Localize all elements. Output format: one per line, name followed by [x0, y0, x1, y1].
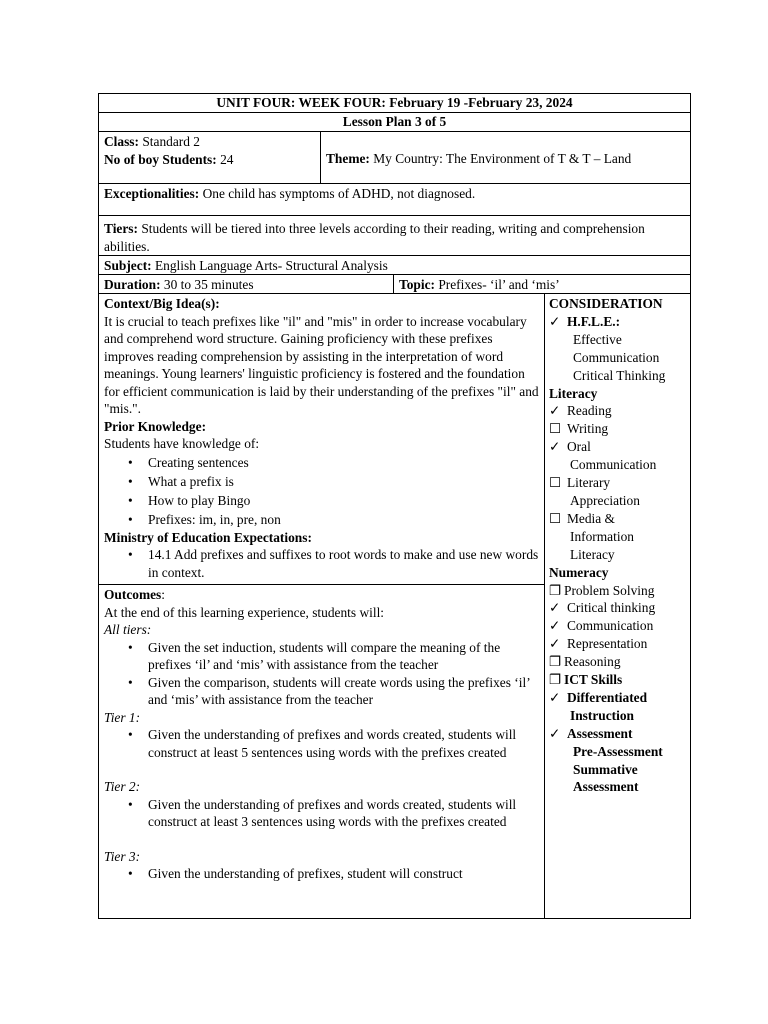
topic-label: Topic: [399, 277, 435, 292]
list-item: • Prefixes: im, in, pre, non [148, 510, 539, 529]
list-item: • Creating sentences [148, 453, 539, 472]
checkbox-icon: ❐ [549, 672, 562, 688]
checkbox-icon: ☐ [549, 421, 562, 437]
subject-value: English Language Arts- Structural Analysis [154, 258, 388, 273]
list-item: • Given the understanding of prefixes, student will construct [148, 865, 539, 883]
list-item: • What a prefix is [148, 472, 539, 491]
prior-knowledge-heading: Prior Knowledge: [104, 418, 207, 434]
exceptionalities-label: Exceptionalities: [104, 186, 200, 201]
context-heading: Context/Big Idea(s): [104, 296, 220, 311]
theme-value: My Country: The Environment of T & T – Land [373, 151, 632, 166]
context-text: It is crucial to teach prefixes like "il" and "mis" in order to increase vocabulary and comprehend word structure. Gaining proficiency with these prefixes improves reading comprehension by assisting in the interpretation of word meanings. Young learners' linguistic proficiency is fostered and the foundation for efficient communication is laid by their understanding of the prefixes "il" and "mis.". [104, 313, 539, 416]
consideration-column [545, 294, 690, 918]
media-label-3: Literacy [570, 546, 615, 562]
lesson-plan-number: Lesson Plan 3 of 5 [99, 113, 690, 132]
tiers-label: Tiers: [104, 221, 138, 236]
list-item: • Given the understanding of prefixes and words created, students will construct at least 3 sentences using words with the prefixes created [148, 796, 539, 831]
tier1-label: Tier 1: [104, 709, 141, 725]
left-column [99, 294, 545, 918]
writing-label: Writing [567, 421, 609, 437]
critical-thinking-label: Critical thinking [567, 600, 656, 616]
list-item: • Given the set induction, students will compare the meaning of the prefixes ‘il’ and ‘mis’ with assistance from the teacher [148, 639, 539, 674]
media-label-2: Information [570, 528, 634, 544]
class-cell [99, 132, 321, 183]
list-item: • Given the comparison, students will create words using the prefixes ‘il’ and ‘mis’ with assistance from the teacher [148, 674, 539, 709]
check-icon: ✓ [549, 313, 561, 329]
oral-label-2: Communication [570, 457, 657, 473]
outcomes-intro: At the end of this learning experience, students will: [104, 604, 385, 620]
summative-label-2: Assessment [573, 779, 639, 795]
hfle-item: Communication [573, 349, 660, 365]
tier1-list [104, 726, 539, 761]
topic-value: Prefixes- ‘il’ and ‘mis’ [438, 277, 560, 292]
check-icon: ✓ [549, 439, 561, 455]
assessment-label: Assessment [567, 725, 633, 741]
tier2-label: Tier 2: [104, 779, 141, 794]
duration-value: 30 to 35 minutes [163, 277, 254, 292]
tiers-row [99, 216, 690, 256]
boys-value: 24 [220, 151, 234, 167]
check-icon: ✓ [549, 600, 561, 616]
literary-label: Literary [567, 475, 611, 491]
problem-solving-label: Problem Solving [564, 582, 655, 598]
tier3-label: Tier 3: [104, 848, 141, 864]
theme-cell [321, 132, 690, 183]
class-info-row [99, 132, 690, 184]
all-tiers-list [104, 639, 539, 709]
literacy-heading: Literacy [549, 385, 598, 401]
hfle-item: Effective [573, 331, 622, 347]
all-tiers-label: All tiers: [104, 622, 152, 637]
consideration-heading: CONSIDERATION [549, 296, 663, 311]
outcomes-colon: : [161, 587, 166, 602]
hfle-label: H.F.L.E.: [567, 313, 621, 329]
check-icon: ✓ [549, 403, 561, 419]
checkbox-icon: ❐ [549, 654, 562, 670]
ministry-heading: Ministry of Education Expectations: [104, 529, 312, 545]
media-label: Media & [567, 510, 615, 526]
hfle-item: Critical Thinking [573, 367, 666, 383]
outcomes-section [99, 585, 544, 884]
outcomes-heading: Outcomes [104, 587, 162, 602]
unit-title: UNIT FOUR: WEEK FOUR: February 19 -February 23, 2024 [99, 94, 690, 113]
subject-row [99, 256, 690, 275]
numeracy-heading: Numeracy [549, 564, 609, 580]
checkbox-icon: ❐ [549, 582, 562, 598]
duration-cell [99, 275, 394, 293]
exceptionalities-value: One child has symptoms of ADHD, not diagnosed. [202, 186, 476, 201]
class-label: Class: [104, 134, 139, 149]
pre-assessment-label: Pre-Assessment [573, 743, 663, 759]
check-icon: ✓ [549, 636, 561, 652]
tier3-list [104, 865, 539, 883]
representation-label: Representation [567, 636, 648, 652]
duration-row [99, 275, 690, 294]
checkbox-icon: ☐ [549, 475, 562, 491]
boys-label: No of boy Students: [104, 151, 217, 167]
prior-knowledge-intro: Students have knowledge of: [104, 436, 260, 451]
main-row [99, 294, 690, 918]
prior-knowledge-list [104, 453, 539, 529]
literary-label-2: Appreciation [570, 492, 640, 508]
list-item: • How to play Bingo [148, 491, 539, 510]
summative-label: Summative [573, 761, 638, 777]
subject-label: Subject: [104, 258, 152, 273]
theme-label: Theme: [326, 151, 370, 166]
exceptionalities-row [99, 184, 690, 216]
ministry-list [104, 546, 539, 581]
tiers-value: Students will be tiered into three levels according to their reading, writing and comprehension abilities. [104, 221, 645, 254]
lesson-plan-table [98, 93, 691, 919]
oral-label: Oral [567, 439, 591, 455]
differentiated-label-2: Instruction [570, 707, 634, 723]
check-icon: ✓ [549, 689, 561, 705]
differentiated-label: Differentiated [567, 689, 648, 705]
tier2-list [104, 796, 539, 831]
check-icon: ✓ [549, 725, 561, 741]
ict-skills-label: ICT Skills [564, 672, 623, 688]
check-icon: ✓ [549, 618, 561, 634]
reading-label: Reading [567, 403, 612, 419]
list-item: • Given the understanding of prefixes and words created, students will construct at least 5 sentences using words with the prefixes created [148, 726, 539, 761]
communication-label: Communication [567, 618, 654, 634]
reasoning-label: Reasoning [564, 654, 621, 670]
class-value: Standard 2 [142, 134, 200, 149]
duration-label: Duration: [104, 277, 161, 292]
checkbox-icon: ☐ [549, 510, 562, 526]
list-item: • 14.1 Add prefixes and suffixes to root words to make and use new words in context. [148, 546, 539, 581]
context-section [99, 294, 544, 585]
topic-cell [394, 275, 690, 293]
